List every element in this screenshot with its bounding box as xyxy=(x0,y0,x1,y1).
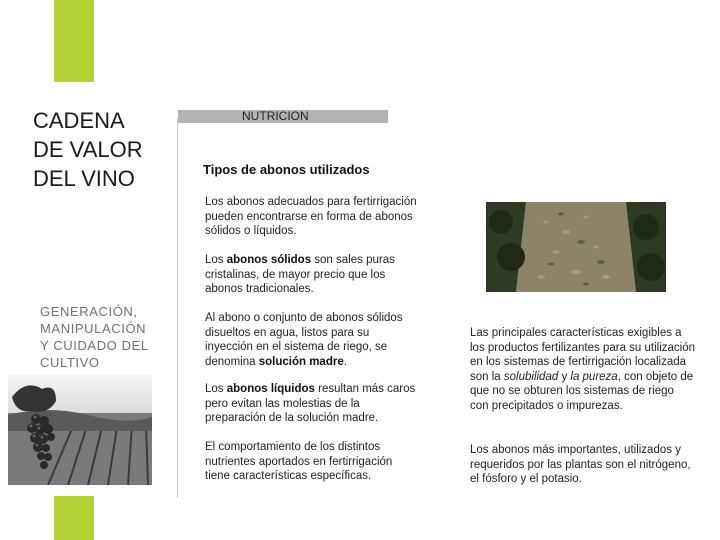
vertical-divider xyxy=(177,118,178,498)
paragraph-intro: Los abonos adecuados para fertirrigación pueden encontrarse en forma de abonos sólidos o líquidos. xyxy=(205,196,417,237)
paragraph-main-nutrients: Los abonos más importantes, utilizados y requeridos por las plantas son el nitrógeno, el fósforo y el potasio. xyxy=(470,444,691,485)
paragraph-liquid-fertilizers xyxy=(205,382,420,426)
accent-block-top xyxy=(54,0,94,82)
text-span: . xyxy=(343,355,347,368)
italic-term: solubilidad xyxy=(503,370,559,383)
grape-photo-svg xyxy=(8,375,152,485)
bold-term: solución madre xyxy=(258,355,344,368)
bold-term: abonos líquidos xyxy=(226,383,315,395)
title-line: DEL VINO xyxy=(33,166,135,191)
text-span: son sales puras cristalinas, de mayor precio que los abonos tradicionales. xyxy=(205,254,395,295)
paragraph-mother-solution xyxy=(205,311,420,369)
subtitle-line: CULTIVO xyxy=(40,355,100,370)
text-span: Los xyxy=(205,383,227,395)
bold-term: abonos sólidos xyxy=(226,254,312,266)
vineyard-photo-svg xyxy=(486,202,666,292)
paragraph-nutrient-behavior: El comportamiento de los distintos nutrientes aportados en fertirrigación tiene características específicas. xyxy=(205,441,393,482)
text-span: y xyxy=(558,370,571,383)
subheading: Tipos de abonos utilizados xyxy=(203,162,370,177)
subtitle-line: GENERACIÓN, xyxy=(40,304,138,319)
paragraph-requirements xyxy=(470,326,695,413)
section-label: NUTRICION xyxy=(242,109,309,123)
text-span: Los xyxy=(205,254,227,266)
accent-block-bottom xyxy=(54,496,94,540)
title-line: CADENA xyxy=(33,108,125,133)
page-title xyxy=(33,106,173,193)
vineyard-soil-photo xyxy=(486,202,666,292)
text-span: Las principales características exigibles a los productos fertilizantes para su utilización en los sistemas de fertirrigación localizada son la xyxy=(470,327,696,383)
grape-cluster-photo xyxy=(8,375,152,485)
subtitle-line: Y CUIDADO DEL xyxy=(40,338,149,353)
italic-term: la pureza xyxy=(570,370,618,383)
sidebar-subtitle xyxy=(40,303,165,371)
paragraph-solid-fertilizers xyxy=(205,253,420,297)
text-span: Al abono o conjunto de abonos sólidos disueltos en agua, listos para su inyección en el sistema de riego, se denomina xyxy=(205,312,403,368)
text-span: resultan más caros pero evitan las molestias de la preparación de la solución madre. xyxy=(205,383,416,424)
text-span: , con objeto de que no se obturen los sistemas de riego con precipitados o impurezas. xyxy=(470,370,694,412)
subtitle-line: MANIPULACIÓN xyxy=(40,321,147,336)
title-line: DE VALOR xyxy=(33,137,143,162)
